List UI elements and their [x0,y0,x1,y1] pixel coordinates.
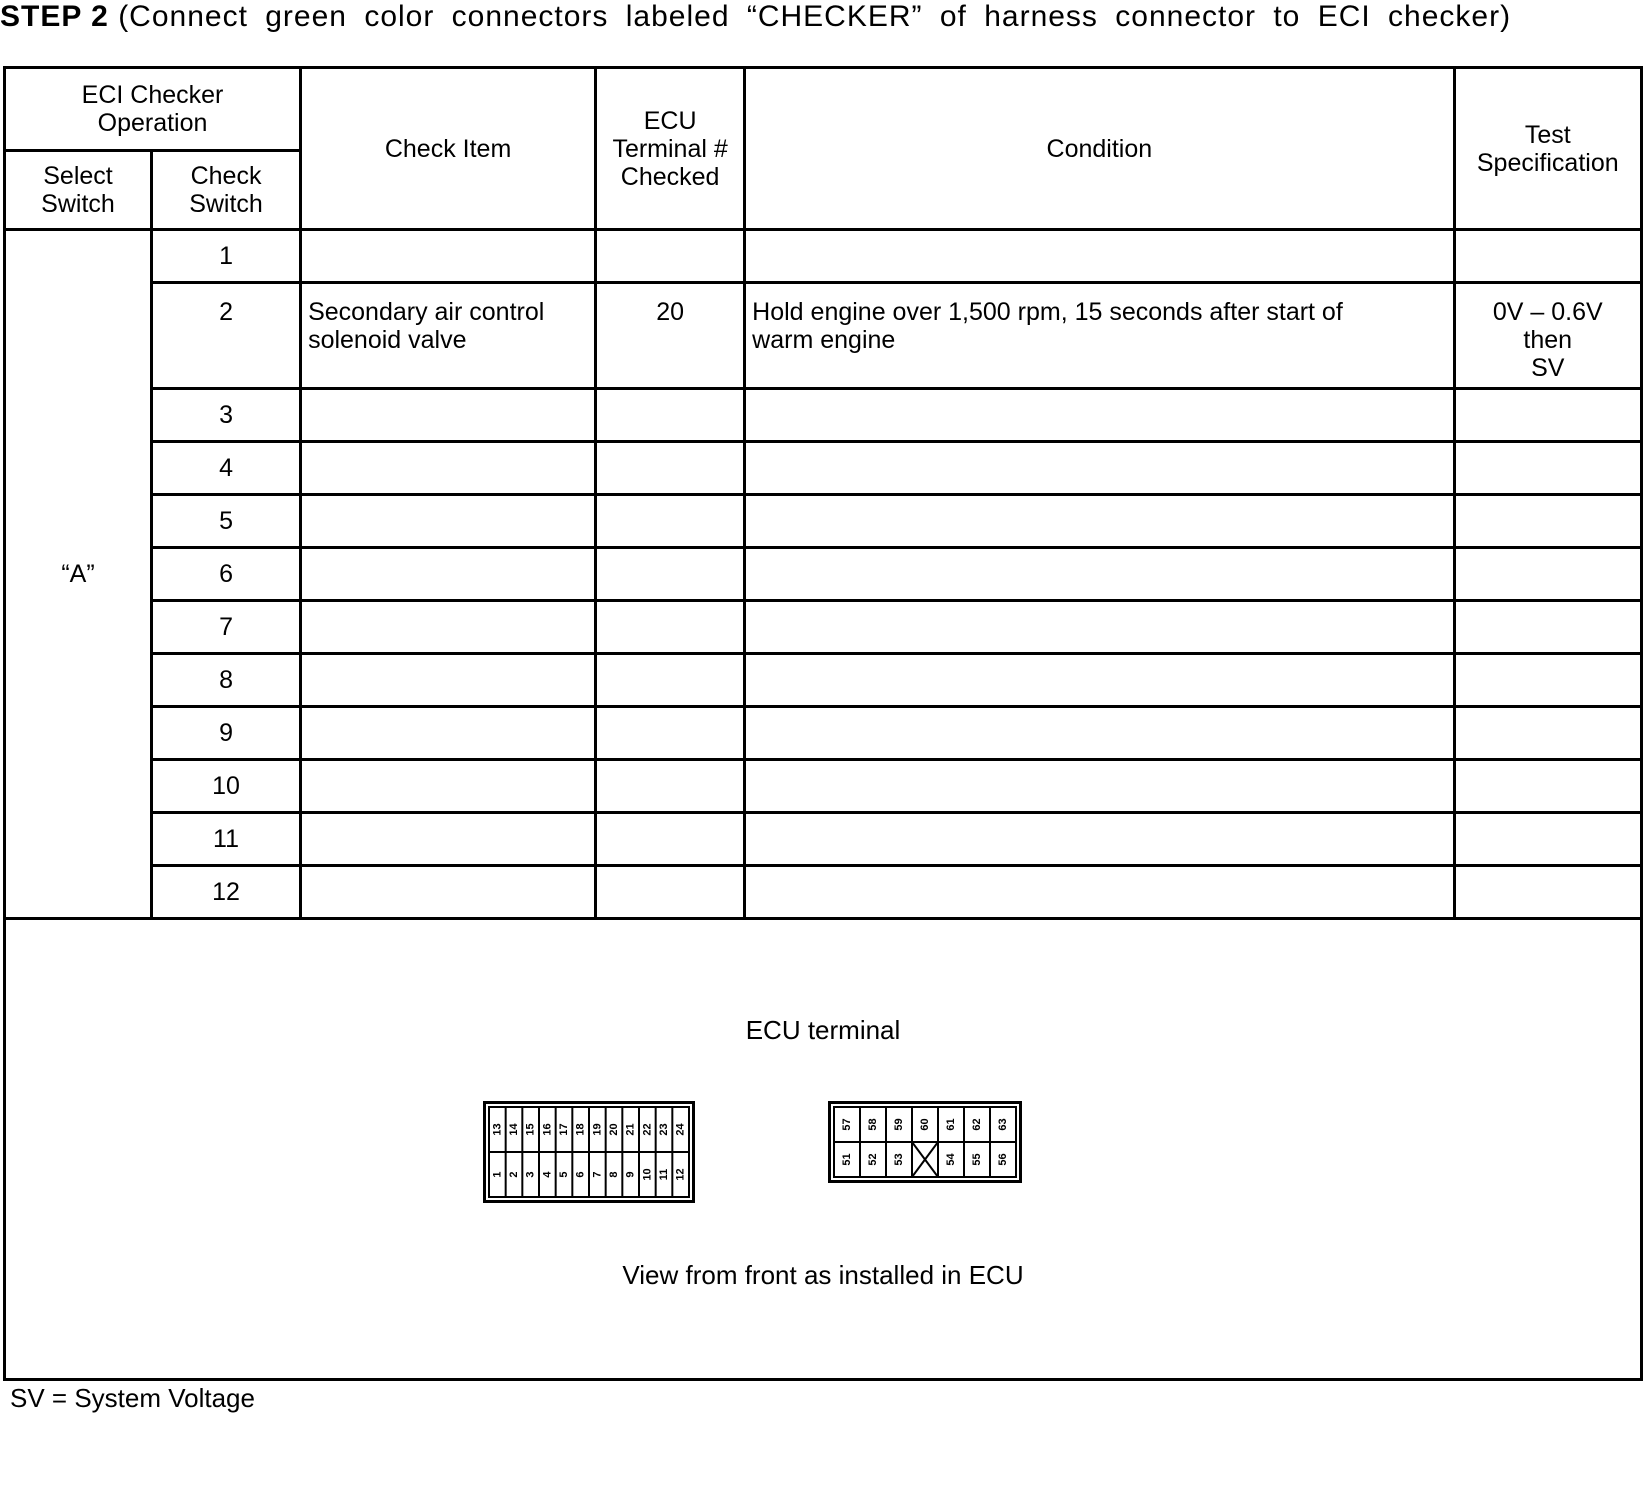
table-row [5,548,1642,601]
ecu-terminal-cell [596,230,745,283]
table-row [5,813,1642,866]
test-spec-cell [1454,707,1642,760]
test-spec-cell [1454,230,1642,283]
test-spec-cell [1454,760,1642,813]
pin-label: 7 [591,1171,604,1178]
step-instruction: (Connect green color connectors labeled “CHECKER” of harness connector to ECI checker) [118,0,1512,33]
pin-label: 16 [541,1123,554,1136]
pin-label: 3 [524,1171,537,1178]
check-switch-number: 10 [151,760,300,813]
header-eci-checker-operation: ECI Checker Operation [5,68,301,151]
header-ecu-terminal: ECU Terminal # Checked [596,68,745,230]
check-switch-number: 5 [151,495,300,548]
test-spec-cell [1454,813,1642,866]
step-heading [0,0,1640,34]
ecu-terminal-cell [596,442,745,495]
check-item-cell [301,548,596,601]
pin-label: 4 [541,1171,554,1178]
header-test-specification: Test Specification [1454,68,1642,230]
condition-cell [745,866,1454,919]
table-row [5,866,1642,919]
pin-label: 59 [893,1118,905,1131]
check-item-cell [301,813,596,866]
pin-label: 55 [971,1153,983,1166]
pin-label: 54 [945,1153,957,1166]
pin-label: 2 [508,1171,520,1178]
check-switch-number: 3 [151,389,300,442]
header-condition: Condition [745,68,1454,230]
pin-label: 13 [491,1123,504,1136]
check-switch-number: 4 [151,442,300,495]
check-item-cell [301,495,596,548]
ecu-terminal-cell [596,601,745,654]
pin-label: 14 [508,1123,520,1136]
ecu-terminal-cell: 20 [596,283,745,389]
pin-label: 15 [524,1123,537,1136]
ecu-terminal-cell [596,495,745,548]
check-item-line: Secondary air control [308,298,545,326]
pin-label: 24 [674,1123,687,1136]
check-item-cell [301,230,596,283]
header-check-switch: Check Switch [151,151,300,230]
condition-cell [745,813,1454,866]
test-spec-cell [1454,601,1642,654]
ecu-diagram-panel [5,919,1642,1380]
condition-cell [745,442,1454,495]
pin-label: 57 [841,1118,853,1131]
table-row [5,389,1642,442]
table-row [5,601,1642,654]
check-switch-number: 6 [151,548,300,601]
ecu-terminal-cell [596,707,745,760]
pin-label: 21 [624,1123,637,1136]
pin-label: 11 [658,1168,670,1181]
pin-label: 51 [841,1153,853,1166]
ecu-connector-left [483,1101,695,1203]
check-item-line: solenoid valve [308,326,467,354]
check-switch-number: 12 [151,866,300,919]
ecu-terminal-cell [596,760,745,813]
header-check-item: Check Item [301,68,596,230]
pin-label: 22 [641,1123,654,1136]
pin-label: 52 [867,1153,879,1166]
ecu-view-caption: View from front as installed in ECU [622,1260,1024,1290]
ecu-diagram-row [5,919,1642,1380]
pin-label: 58 [867,1118,879,1131]
condition-cell [745,230,1454,283]
condition-line: warm engine [752,326,896,354]
table-row [5,495,1642,548]
condition-cell [745,283,1454,389]
pin-label: 53 [893,1153,905,1166]
pin-label: 61 [945,1118,957,1131]
check-switch-number: 2 [151,283,300,389]
test-spec-cell [1454,495,1642,548]
check-item-cell [301,707,596,760]
test-spec-cell [1454,866,1642,919]
check-switch-number: 11 [151,813,300,866]
test-spec-line: SV [1531,354,1565,382]
condition-cell [745,495,1454,548]
check-item-cell [301,283,596,389]
pin-label: 12 [674,1168,687,1181]
step-label: STEP 2 [0,0,109,33]
check-item-cell [301,866,596,919]
pin-label: 56 [997,1153,1009,1166]
ecu-terminal-cell [596,548,745,601]
table-row [5,760,1642,813]
pin-label: 5 [558,1171,570,1178]
check-switch-number: 1 [151,230,300,283]
condition-cell [745,601,1454,654]
table-row [5,283,1642,389]
ecu-connector-right [828,1101,1022,1183]
ecu-terminal-cell [596,389,745,442]
table-row [5,230,1642,283]
ecu-terminal-cell [596,654,745,707]
test-spec-line: then [1523,326,1573,354]
pin-label: 60 [919,1118,931,1131]
header-select-switch: Select Switch [5,151,152,230]
test-spec-cell [1454,548,1642,601]
check-item-cell [301,760,596,813]
condition-line: Hold engine over 1,500 rpm, 15 seconds after start of [752,298,1343,326]
table-row [5,654,1642,707]
test-spec-line: 0V – 0.6V [1492,298,1603,326]
condition-cell [745,760,1454,813]
ecu-terminal-cell [596,866,745,919]
table-row [5,707,1642,760]
select-switch-value: “A” [5,230,152,919]
pin-label: 10 [641,1168,654,1181]
pin-label: 18 [574,1123,587,1136]
check-item-cell [301,442,596,495]
test-spec-cell [1454,442,1642,495]
condition-cell [745,548,1454,601]
condition-cell [745,654,1454,707]
ecu-terminal-cell [596,813,745,866]
pin-label: 19 [591,1123,604,1136]
check-item-cell [301,601,596,654]
table-row [5,442,1642,495]
check-item-cell [301,654,596,707]
test-spec-cell [1454,389,1642,442]
condition-cell [745,707,1454,760]
sv-footnote: SV = System Voltage [10,1383,255,1413]
check-item-cell [301,389,596,442]
check-switch-number: 8 [151,654,300,707]
test-spec-cell [1454,654,1642,707]
check-switch-number: 9 [151,707,300,760]
pin-label: 6 [574,1171,587,1178]
ecu-terminal-title: ECU terminal [745,1015,901,1045]
pin-label: 9 [624,1171,637,1178]
pin-label: 62 [971,1118,983,1131]
pin-label: 63 [997,1118,1009,1131]
pin-label: 17 [558,1123,570,1136]
check-switch-number: 7 [151,601,300,654]
condition-cell [745,389,1454,442]
pin-label: 8 [608,1171,620,1178]
pin-label: 1 [491,1171,504,1178]
pin-label: 20 [608,1123,620,1136]
pin-label: 23 [658,1123,670,1136]
eci-checker-table [3,66,1643,1381]
test-spec-cell [1454,283,1642,389]
